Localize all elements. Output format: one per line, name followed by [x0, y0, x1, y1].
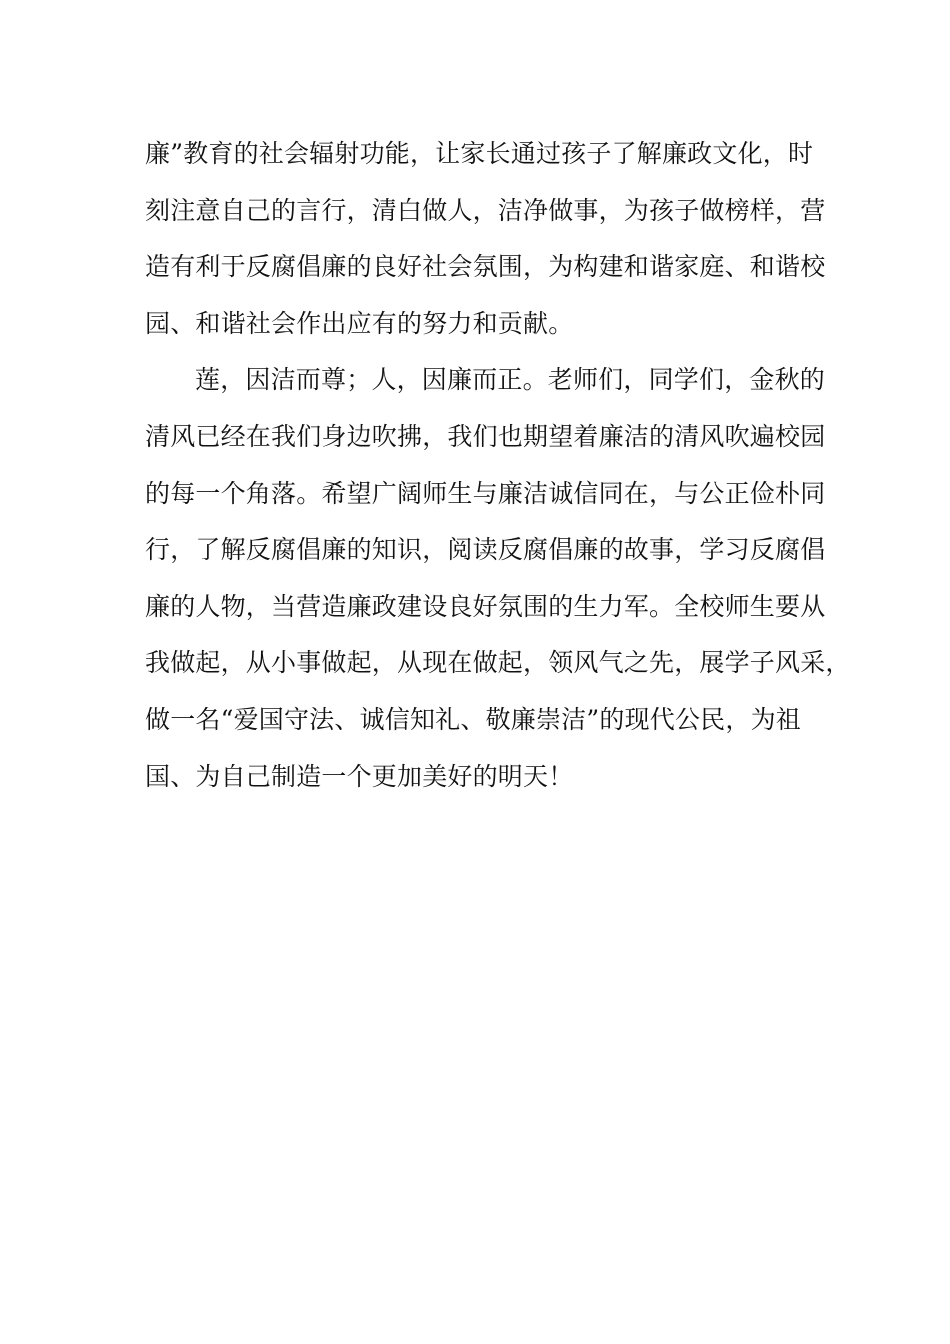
paragraph-start-line: 莲，因洁而尊；人，因廉而正。老师们，同学们，金秋的 — [195, 365, 826, 395]
body-text — [145, 126, 851, 805]
text-line: 刻注意自己的言行，清白做人，洁净做事，为孩子做榜样，营 — [145, 195, 826, 225]
text-line: 做一名“爱国守法、诚信知礼、敬廉崇洁”的现代公民，为祖 — [145, 704, 801, 734]
text-line: 行，了解反腐倡廉的知识，阅读反腐倡廉的故事，学习反腐倡 — [145, 535, 826, 565]
text-line: 园、和谐社会作出应有的努力和贡献。 — [145, 308, 574, 338]
text-line: 廉”教育的社会辐射功能，让家长通过孩子了解廉政文化，时 — [145, 139, 814, 168]
text-line: 的每一个角落。希望广阔师生与廉洁诚信同在，与公正俭朴同 — [145, 478, 826, 508]
text-line: 清风已经在我们身边吹拂，我们也期望着廉洁的清风吹遍校园 — [145, 421, 826, 451]
text-line: 我做起，从小事做起，从现在做起，领风气之先，展学子风采， — [145, 648, 851, 678]
text-line: 造有利于反腐倡廉的良好社会氛围，为构建和谐家庭、和谐校 — [145, 252, 826, 282]
text-line: 廉的人物，当营造廉政建设良好氛围的生力军。全校师生要从 — [145, 591, 826, 621]
text-line: 国、为自己制造一个更加美好的明天！ — [145, 761, 574, 791]
